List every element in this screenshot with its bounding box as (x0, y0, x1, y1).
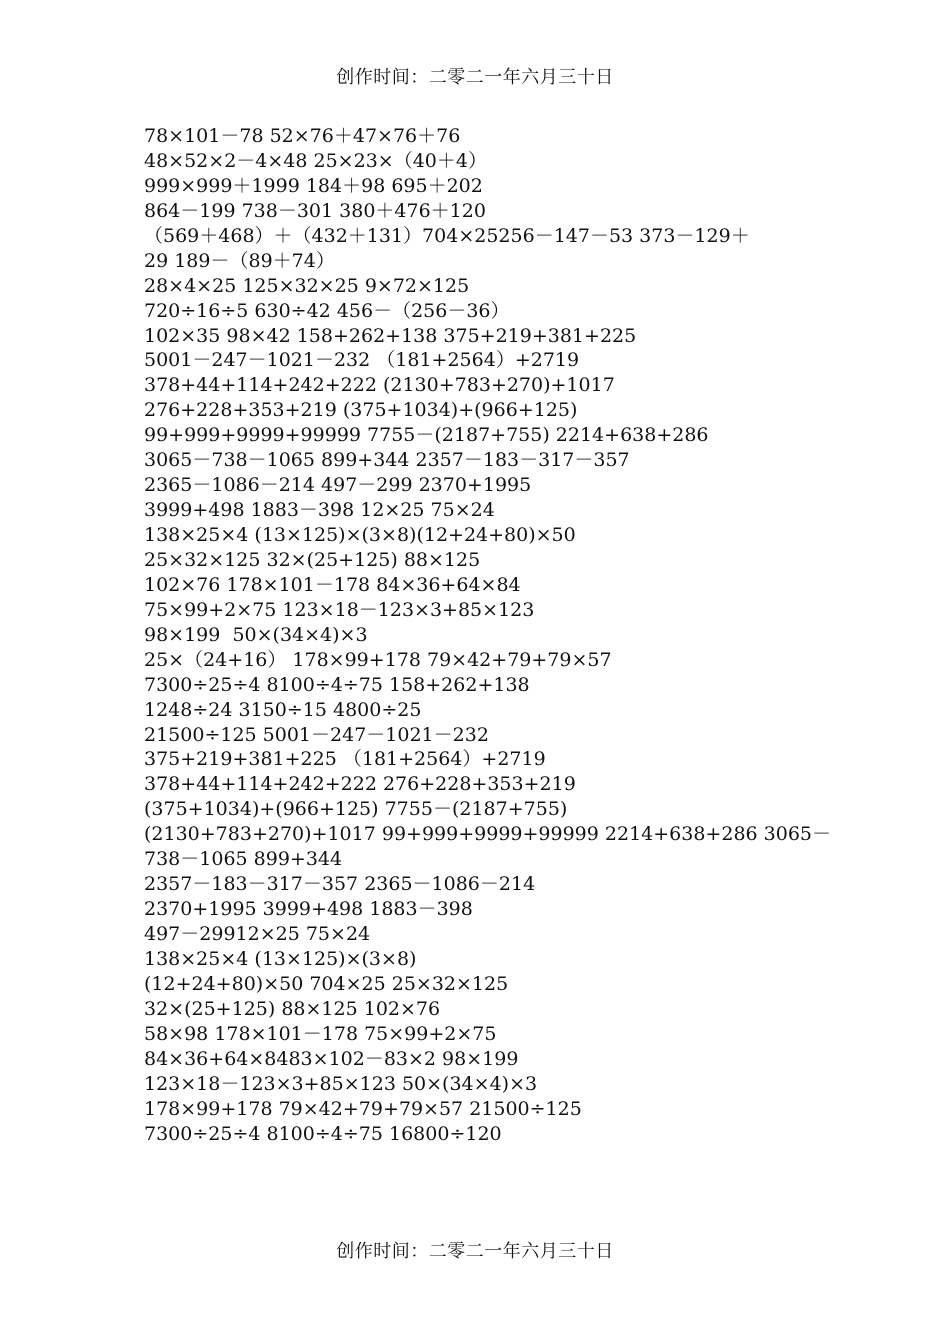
exercise-line: (375+1034)+(966+125) 7755－(2187+755) (144, 798, 568, 821)
exercise-line: 999×999＋1999 184＋98 695＋202 (144, 174, 483, 197)
exercise-line: 2370+1995 3999+498 1883－398 (144, 898, 473, 921)
exercise-list (144, 124, 832, 1146)
page-footer: 创作时间：二零二一年六月三十日 (336, 1241, 614, 1262)
exercise-line: 7300÷25÷4 8100÷4÷75 16800÷120 (144, 1122, 502, 1145)
page-header: 创作时间：二零二一年六月三十日 (336, 67, 614, 88)
exercise-line: 3999+498 1883－398 12×25 75×24 (144, 499, 495, 522)
exercise-line: 5001－247－1021－232 （181+2564）+2719 (144, 349, 580, 372)
exercise-line: 29 189－（89＋74） (144, 249, 335, 272)
exercise-line: 58×98 178×101－178 75×99+2×75 (144, 1022, 497, 1045)
exercise-line: 864－199 738－301 380＋476＋120 (144, 199, 486, 222)
exercise-line: 497－29912×25 75×24 (144, 923, 371, 945)
exercise-line: 99+999+9999+99999 7755－(2187+755) 2214+638+286 (144, 424, 709, 447)
exercise-line: （569＋468）＋（432＋131）704×25256－147－53 373－129＋ (144, 224, 750, 247)
exercise-line: 138×25×4 (13×125)×(3×8) (144, 947, 417, 970)
exercise-line: 3065－738－1065 899+344 2357－183－317－357 (144, 449, 630, 472)
exercise-line: 738－1065 899+344 (144, 848, 343, 871)
exercise-line: (12+24+80)×50 704×25 25×32×125 (144, 972, 509, 995)
exercise-line: 7300÷25÷4 8100÷4÷75 158+262+138 (144, 673, 530, 696)
exercise-line: 98×199 50×(34×4)×3 (144, 623, 368, 646)
exercise-line: 378+44+114+242+222 (2130+783+270)+1017 (144, 374, 615, 397)
exercise-line: 25×32×125 32×(25+125) 88×125 (144, 548, 481, 571)
exercise-line: 102×35 98×42 158+262+138 375+219+381+225 (144, 324, 637, 347)
exercise-line: 78×101－78 52×76＋47×76＋76 (144, 125, 461, 147)
exercise-line: 720÷16÷5 630÷42 456－（256－36） (144, 299, 510, 322)
exercise-line: 276+228+353+219 (375+1034)+(966+125) (144, 399, 578, 422)
exercise-line: (2130+783+270)+1017 99+999+9999+99999 2214+638+286 3065－ (144, 823, 832, 846)
exercise-line: 378+44+114+242+222 276+228+353+219 (144, 773, 576, 796)
exercise-line: 21500÷125 5001－247－1021－232 (144, 723, 489, 746)
exercise-line: 75×99+2×75 123×18－123×3+85×123 (144, 598, 535, 621)
exercise-line: 102×76 178×101－178 84×36+64×84 (144, 573, 521, 596)
exercise-line: 123×18－123×3+85×123 50×(34×4)×3 (144, 1072, 538, 1095)
exercise-line: 28×4×25 125×32×25 9×72×125 (144, 274, 470, 297)
exercise-line: 138×25×4 (13×125)×(3×8)(12+24+80)×50 (144, 524, 576, 546)
exercise-line: 2365－1086－214 497－299 2370+1995 (144, 474, 532, 497)
exercise-line: 48×52×2－4×48 25×23×（40＋4） (144, 149, 487, 172)
exercise-line: 178×99+178 79×42+79+79×57 21500÷125 (144, 1097, 582, 1120)
exercise-line: 375+219+381+225 （181+2564）+2719 (144, 748, 546, 771)
exercise-line: 32×(25+125) 88×125 102×76 (144, 997, 441, 1020)
exercise-line: 1248÷24 3150÷15 4800÷25 (144, 698, 422, 721)
exercise-line: 25×（24+16） 178×99+178 79×42+79+79×57 (144, 648, 612, 671)
exercise-line: 84×36+64×8483×102－83×2 98×199 (144, 1047, 519, 1070)
exercise-line: 2357－183－317－357 2365－1086－214 (144, 873, 536, 896)
